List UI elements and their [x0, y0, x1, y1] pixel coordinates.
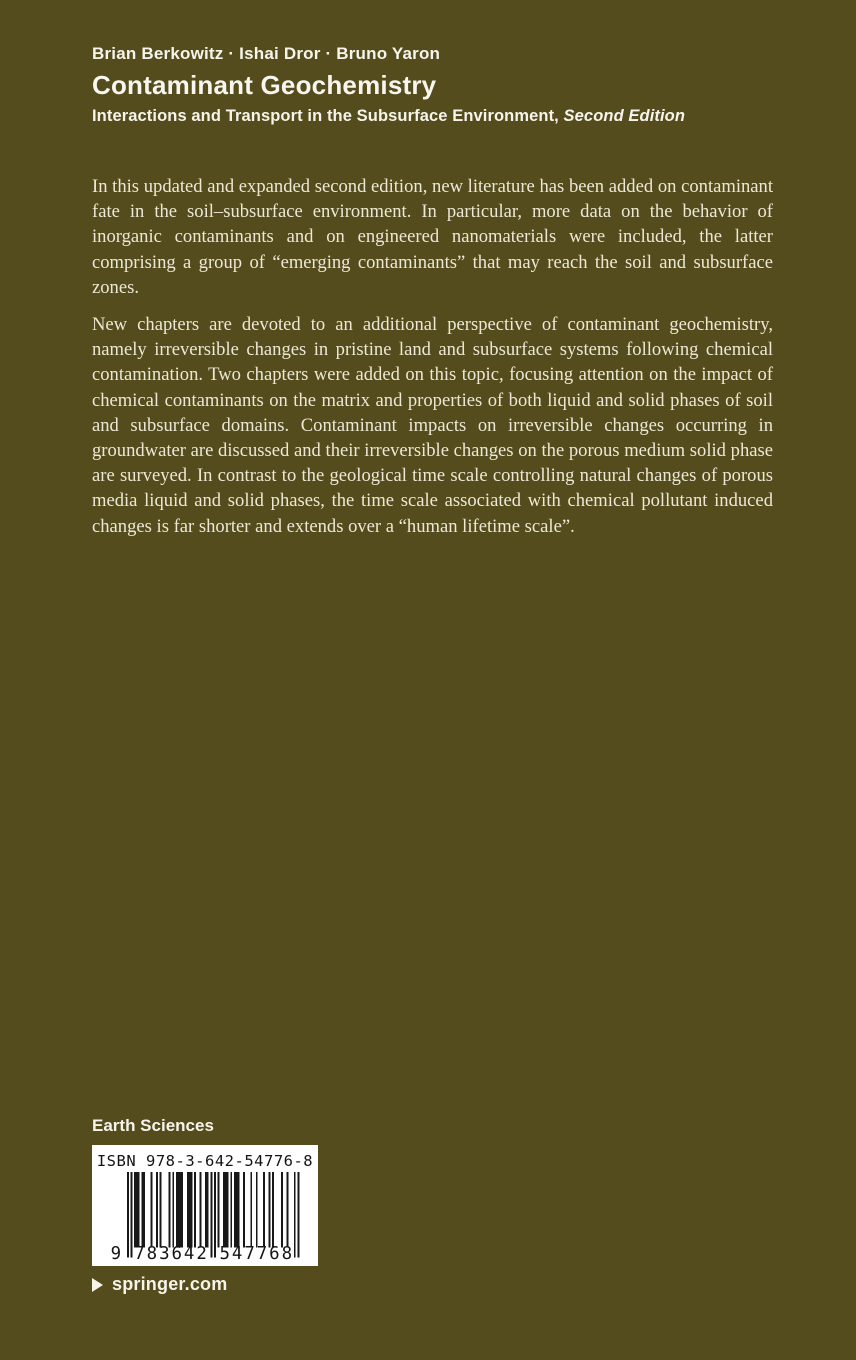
- series-category-label: Earth Sciences: [92, 1116, 214, 1135]
- isbn-label: ISBN 978-3-642-54776-8: [96, 1152, 314, 1170]
- isbn-barcode-panel: [92, 1145, 318, 1266]
- description-paragraph-1: In this updated and expanded second edition, new literature has been added on contaminant fate in the soil–subsurface environment. In particular, more data on the behavior of inorganic contaminants and on engineered nanomaterials were included, the latter comprising a group of “emerging contaminants” that may reach the soil and subsurface zones.: [92, 176, 773, 298]
- arrow-right-icon: [92, 1278, 103, 1292]
- publisher-site-label: springer.com: [112, 1274, 228, 1294]
- back-cover-description: [92, 174, 773, 539]
- ean-barcode-icon: [109, 1172, 301, 1260]
- book-title: Contaminant Geochemistry: [92, 70, 437, 100]
- subtitle-text: Interactions and Transport in the Subsurface Environment,: [92, 107, 564, 125]
- svg-text:9: 9: [110, 1244, 122, 1260]
- svg-text:783642: 783642: [134, 1244, 207, 1260]
- description-paragraph-2: New chapters are devoted to an additional perspective of contaminant geochemistry, namely irreversible changes in pristine land and subsurface systems following chemical contamination. Two chapters were added on this topic, focusing attention on the impact of chemical contaminants on the matrix and properties of both liquid and solid phases of soil and subsurface domains. Contaminant impacts on irreversible changes occurring in groundwater are discussed and their irreversible changes on the porous medium solid phase are surveyed. In contrast to the geological time scale controlling natural changes of porous media liquid and solid phases, the time scale associated with chemical pollutant induced changes is far shorter and extends over a “human lifetime scale”.: [92, 314, 773, 537]
- book-subtitle: [92, 107, 685, 126]
- edition-label: Second Edition: [563, 107, 686, 125]
- authors-line: Brian Berkowitz · Ishai Dror · Bruno Yaron: [92, 44, 441, 63]
- publisher-row: [92, 1274, 227, 1295]
- svg-text:547768: 547768: [219, 1244, 293, 1260]
